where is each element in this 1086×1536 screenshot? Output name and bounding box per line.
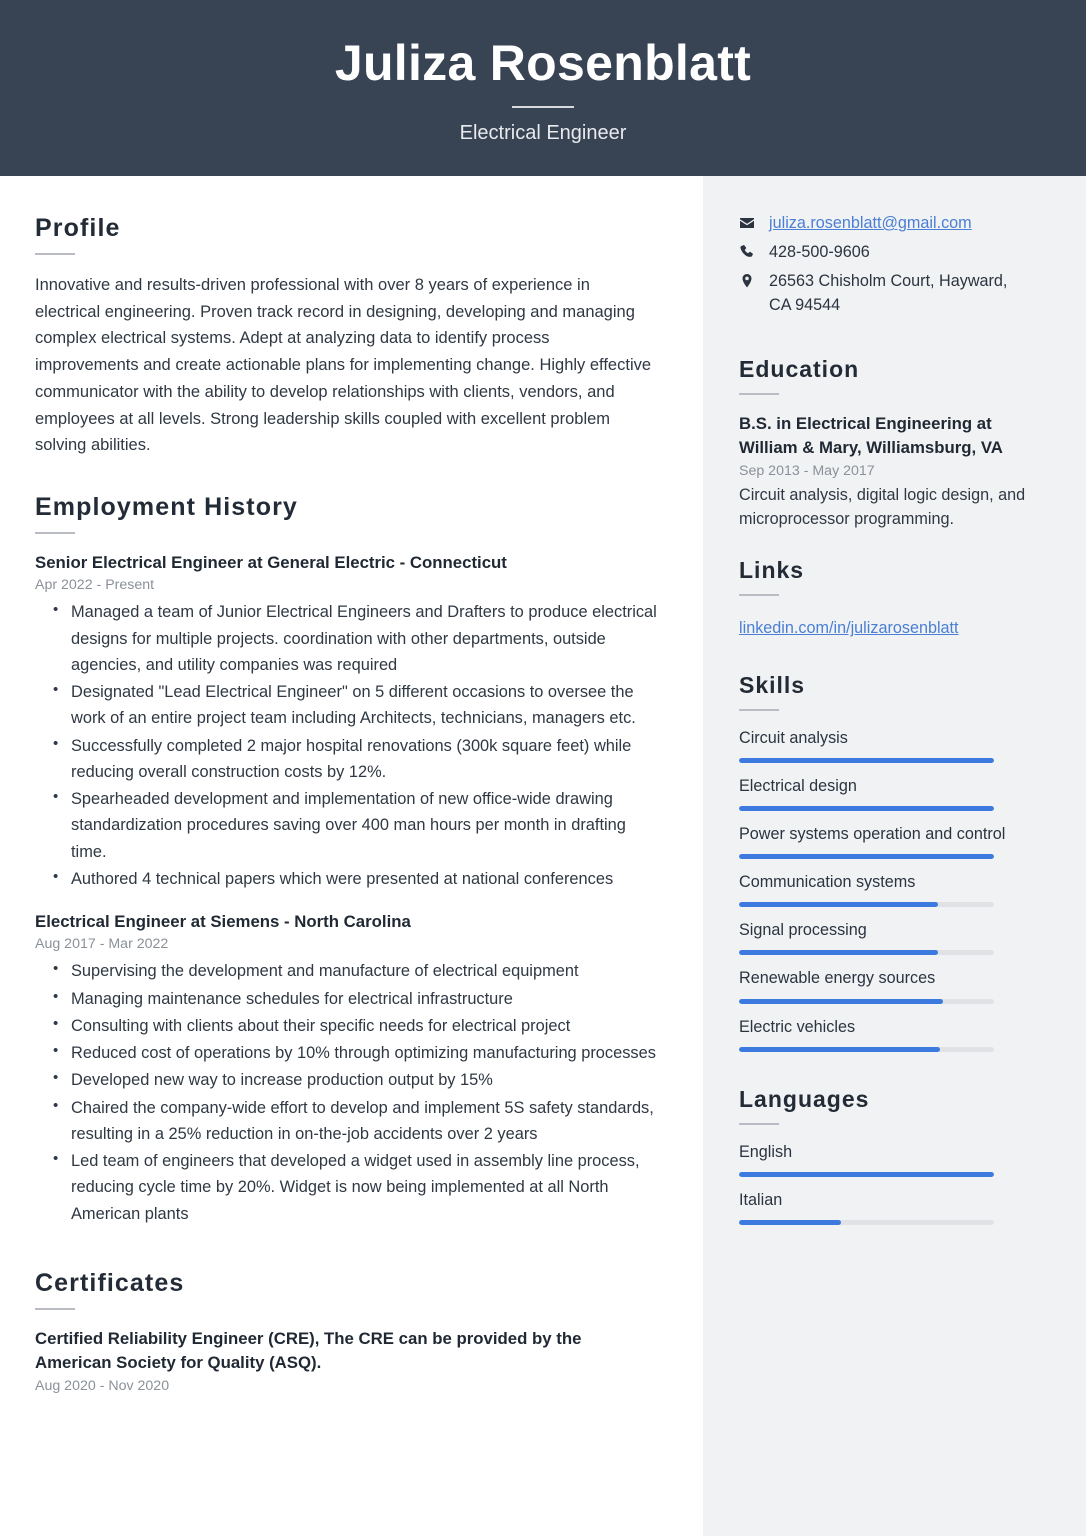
employment-entry-title: Senior Electrical Engineer at General Electric - Connecticut: [35, 553, 507, 573]
section-education: [739, 356, 1040, 531]
employment-entry-title: Electrical Engineer at Siemens - North Carolina: [35, 912, 411, 932]
certificates-heading: Certificates: [35, 1268, 185, 1297]
skill-item: [739, 920, 1040, 955]
skill-item: [739, 872, 1040, 907]
skill-bar-track: [739, 854, 994, 859]
list-item: • Managing maintenance schedules for electrical infrastructure: [71, 986, 657, 1012]
language-item: [739, 1142, 1040, 1177]
links-heading: Links: [739, 557, 805, 584]
list-item: • Consulting with clients about their specific needs for electrical project: [71, 1013, 657, 1039]
profile-heading: Profile: [35, 214, 121, 242]
skill-bar-track: [739, 902, 994, 907]
profile-text: Innovative and results-driven professional with over 8 years of experience in electrical engineering. Proven track record in designing, developing and managing complex electrical systems. Adept at analyzing data to identify process improvements and create actionable plans for implementing change. Highly effective communicator with the ability to develop relationships with clients, vendors, and employees at all levels. Strong leadership skills coupled with excellent problem solving abilities.: [35, 276, 652, 455]
skill-label: Power systems operation and control: [739, 825, 1006, 844]
list-item: • Developed new way to increase production output by 15%: [71, 1067, 657, 1093]
language-bar-track: [739, 1172, 994, 1177]
section-certificates: [35, 1269, 657, 1394]
language-bar-fill: [739, 1172, 994, 1177]
list-item: • Led team of engineers that developed a widget used in assembly line process, reducing cycle time by 20%. Widget is now being implemented at all North American plants: [71, 1148, 657, 1227]
certificate-entry: [35, 1327, 657, 1394]
section-skills: [739, 672, 1040, 1051]
link-linkedin[interactable]: linkedin.com/in/julizarosenblatt: [739, 619, 959, 638]
employment-entry: [35, 910, 657, 1227]
education-entry-description: Circuit analysis, digital logic design, and microprocessor programming.: [739, 485, 1026, 528]
language-label: English: [739, 1142, 793, 1161]
skill-bar-fill: [739, 950, 938, 955]
language-bar-track: [739, 1220, 994, 1225]
employment-heading: Employment History: [35, 493, 298, 522]
main-column: [0, 176, 703, 1536]
education-entry: [739, 412, 1040, 531]
skill-item: [739, 776, 1040, 811]
skill-bar-fill: [739, 999, 943, 1004]
section-links: [739, 557, 1040, 638]
skill-bar-track: [739, 950, 994, 955]
section-divider: [35, 532, 75, 534]
envelope-icon: [739, 212, 761, 231]
employment-entry-date: Aug 2017 - Mar 2022: [35, 936, 169, 953]
skill-label: Communication systems: [739, 873, 916, 892]
skill-label: Electric vehicles: [739, 1017, 856, 1036]
section-divider: [35, 253, 75, 255]
section-divider: [739, 1123, 779, 1125]
candidate-job-title: Electrical Engineer: [459, 121, 627, 144]
phone-icon: [739, 241, 761, 260]
certificate-title: Certified Reliability Engineer (CRE), The CRE can be provided by the American Society for Quality (ASQ).: [35, 1328, 582, 1373]
contact-address-text: 26563 Chisholm Court, Hayward, CA 94544: [769, 271, 1008, 314]
contact-phone-row: [739, 241, 1040, 265]
skill-bar-track: [739, 999, 994, 1004]
skill-label: Renewable energy sources: [739, 969, 936, 988]
contact-email-text[interactable]: juliza.rosenblatt@gmail.com: [769, 214, 972, 232]
list-item: • Authored 4 technical papers which were presented at national conferences: [71, 866, 657, 892]
certificate-date: Aug 2020 - Nov 2020: [35, 1377, 170, 1394]
list-item: • Reduced cost of operations by 10% through optimizing manufacturing processes: [71, 1040, 657, 1066]
employment-entry-bullets: [35, 599, 657, 892]
list-item: • Supervising the development and manufacture of electrical equipment: [71, 958, 657, 984]
contact-email-row: [739, 212, 1040, 236]
skill-bar-fill: [739, 854, 994, 859]
section-profile: [35, 214, 657, 459]
skill-item: [739, 728, 1040, 763]
skill-bar-fill: [739, 758, 994, 763]
section-divider: [739, 594, 779, 596]
candidate-name: Juliza Rosenblatt: [334, 35, 752, 92]
skill-bar-fill: [739, 1047, 940, 1052]
list-item: • Spearheaded development and implementation of new office-wide drawing standardization procedures saving over 400 man hours per month in drafting time.: [71, 786, 657, 865]
education-heading: Education: [739, 355, 860, 382]
skill-item: [739, 824, 1040, 859]
language-bar-fill: [739, 1220, 841, 1225]
contact-phone-text: 428-500-9606: [769, 242, 870, 261]
skill-item: [739, 1017, 1040, 1052]
employment-entry-bullets: [35, 958, 657, 1227]
list-item: • Managed a team of Junior Electrical Engineers and Drafters to produce electrical designs for multiple projects. coordination with other departments, outside agencies, and utility companies was required: [71, 599, 657, 678]
language-label: Italian: [739, 1190, 783, 1209]
skill-bar-track: [739, 806, 994, 811]
list-item: • Designated "Lead Electrical Engineer" on 5 different occasions to oversee the work of an entire project team including Architects, technicians, managers etc.: [71, 679, 657, 732]
languages-heading: Languages: [739, 1085, 870, 1112]
skill-bar-fill: [739, 902, 938, 907]
map-pin-icon: [739, 270, 761, 289]
education-entry-date: Sep 2013 - May 2017: [739, 462, 875, 479]
skill-bar-fill: [739, 806, 994, 811]
skill-label: Signal processing: [739, 921, 867, 940]
skills-heading: Skills: [739, 672, 806, 699]
education-entry-title: B.S. in Electrical Engineering at William & Mary, Williamsburg, VA: [739, 413, 1003, 458]
contact-list: [739, 212, 1040, 318]
resume-body: [0, 176, 1086, 1536]
skill-label: Electrical design: [739, 777, 857, 796]
resume-header: [0, 0, 1086, 176]
section-divider: [739, 393, 779, 395]
employment-entry-date: Apr 2022 - Present: [35, 577, 155, 594]
header-divider: [512, 106, 574, 108]
section-divider: [35, 1308, 75, 1310]
skill-item: [739, 968, 1040, 1003]
skill-bar-track: [739, 758, 994, 763]
language-item: [739, 1190, 1040, 1225]
section-employment-history: [35, 493, 657, 1227]
list-item: • Chaired the company-wide effort to develop and implement 5S safety standards, resulting in a 25% reduction in on-the-job accidents over 2 years: [71, 1095, 657, 1148]
list-item: • Successfully completed 2 major hospital renovations (300k square feet) while reducing overall construction costs by 12%.: [71, 733, 657, 786]
skill-label: Circuit analysis: [739, 729, 848, 748]
sidebar-column: [703, 176, 1086, 1536]
skill-bar-track: [739, 1047, 994, 1052]
employment-entry: [35, 551, 657, 892]
section-divider: [739, 709, 779, 711]
section-languages: [739, 1086, 1040, 1225]
contact-address-row: [739, 270, 1040, 318]
